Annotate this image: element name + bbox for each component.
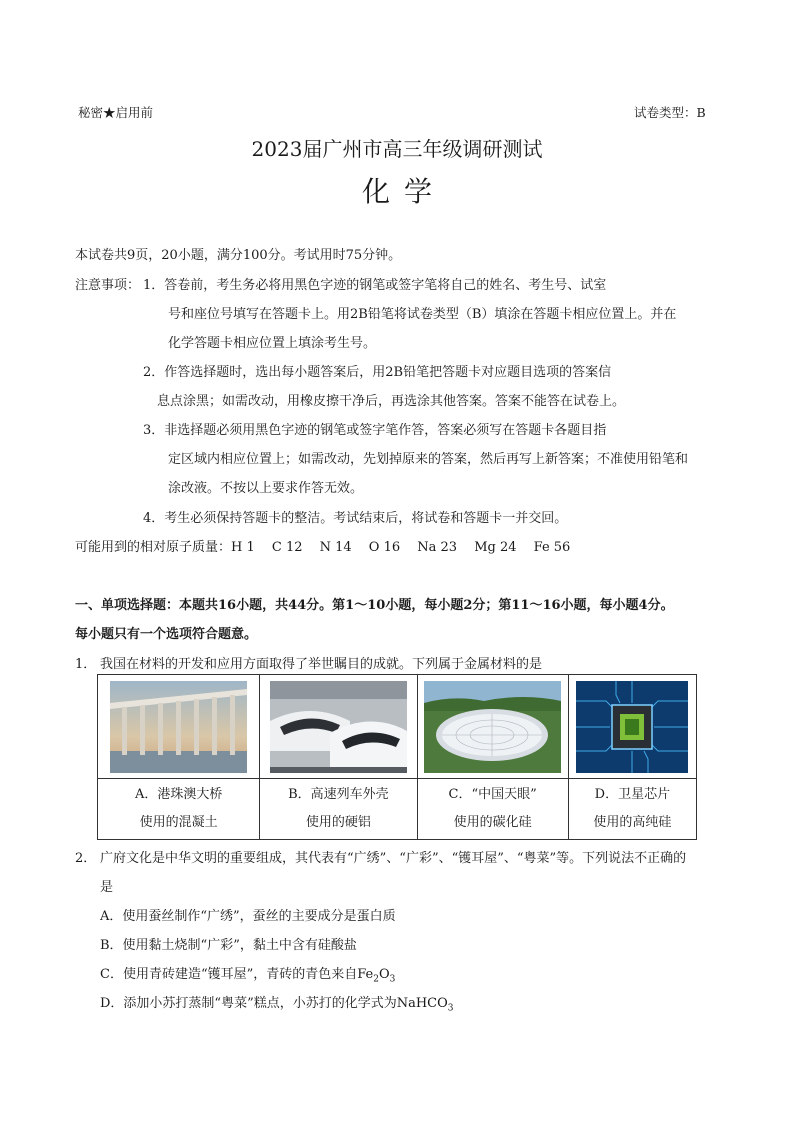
note-4: 4．考生必须保持答题卡的整洁。考试结束后，将试卷和答题卡一并交回。 (143, 511, 568, 526)
atomic-masses: 可能用到的相对原子质量：H 1 C 12 N 14 O 16 Na 23 Mg 24 Fe 56 (75, 540, 571, 555)
note-3-line-2: 定区域内相应位置上；如需改动，先划掉原来的答案，然后再写上新答案；不准使用铅笔和 (168, 452, 689, 467)
q2-option-b[interactable]: B．使用黏土烧制“广彩”，黏土中含有硅酸盐 (100, 938, 357, 953)
note-3-line-1: 3．非选择题必须用黑色字迹的钢笔或签字笔作答，答案必须写在答题卡各题目指 (143, 423, 607, 438)
q2-number: 2． (75, 851, 97, 866)
section-1-heading: 一、单项选择题：本题共16小题，共44分。第1～10小题，每小题2分；第11～16小题，每小题4分。 (75, 598, 674, 613)
q1-option-c[interactable] (417, 779, 568, 840)
q1-option-b-line-2: 使用的硬铝 (305, 815, 371, 830)
q1-option-a-image-cell (98, 675, 260, 779)
q1-option-c-line-2: 使用的碳化硅 (453, 815, 532, 830)
q2-stem-line-2: 是 (100, 880, 114, 895)
q1-option-b-image-cell (260, 675, 417, 779)
q1-options-table (97, 674, 697, 840)
q1-option-d-line-2: 使用的高纯硅 (593, 815, 672, 830)
note-2-line-1: 2．作答选择题时，选出每小题答案后，用2B铅笔把答题卡对应题目选项的答案信 (143, 365, 612, 380)
q1-option-a[interactable] (98, 779, 260, 840)
q1-option-b[interactable] (260, 779, 417, 840)
section-1-subheading: 每小题只有一个选项符合题意。 (75, 627, 258, 642)
q2-stem-line-1: 广府文化是中华文明的重要组成，其代表有“广绣”、“广彩”、“镬耳屋”、“粤菜”等。下列说法不正确的 (100, 851, 687, 866)
note-1-line-2: 号和座位号填写在答题卡上。用2B铅笔将试卷类型（B）填涂在答题卡相应位置上。并在 (168, 307, 677, 322)
q1-option-c-image-cell (417, 675, 568, 779)
train-photo (270, 681, 407, 773)
q1-option-a-line-2: 使用的混凝土 (139, 815, 218, 830)
confidential-label: 秘密★启用前 (78, 105, 154, 120)
bridge-icon (110, 681, 247, 773)
q1-option-d[interactable] (568, 779, 696, 840)
note-1-line-3: 化学答题卡相应位置上填涂考生号。 (168, 336, 377, 351)
q2-option-d-sub: 3 (447, 1003, 454, 1014)
q1-option-d-image-cell (568, 675, 696, 779)
exam-title: 2023届广州市高三年级调研测试 (251, 137, 543, 161)
q2-option-c-sub-1: 2 (373, 974, 379, 985)
note-2-line-2: 息点涂黑；如需改动，用橡皮擦干净后，再选涂其他答案。答案不能答在试卷上。 (157, 394, 626, 409)
exam-intro: 本试卷共9页，20小题，满分100分。考试用时75分钟。 (75, 248, 402, 263)
note-3-line-3: 涂改液。不按以上要求作答无效。 (168, 481, 364, 496)
note-1-line-1: 1．答卷前，考生务必将用黑色字迹的钢笔或签字笔将自己的姓名、考生号、试室 (143, 278, 607, 293)
chip-icon (576, 681, 688, 773)
bridge-photo (110, 681, 247, 773)
q1-number: 1． (75, 657, 97, 672)
q1-option-b-line-1: B．高速列车外壳 (288, 787, 389, 802)
q2-option-a[interactable]: A．使用蚕丝制作“广绣”，蚕丝的主要成分是蛋白质 (100, 909, 396, 924)
q2-option-c[interactable] (100, 963, 395, 985)
telescope-photo (424, 681, 561, 773)
chip-photo (576, 681, 688, 773)
q1-option-d-line-1: D．卫星芯片 (594, 787, 671, 802)
q2-option-c-text: C．使用青砖建造“镬耳屋”，青砖的青色来自Fe (100, 967, 374, 982)
q1-option-a-line-1: A．港珠澳大桥 (134, 787, 223, 802)
subject-title: 化学 (361, 175, 446, 208)
q1-stem: 我国在材料的开发和应用方面取得了举世瞩目的成就。下列属于金属材料的是 (100, 657, 543, 672)
q2-option-d-text: D．添加小苏打蒸制“粤菜”糕点，小苏打的化学式为NaHCO (100, 996, 448, 1011)
notes-label: 注意事项： (75, 278, 141, 293)
q2-option-c-sub-2: 3 (389, 974, 396, 985)
q2-option-c-o: O (378, 967, 390, 982)
q2-option-d[interactable] (100, 992, 454, 1014)
train-icon (270, 681, 407, 773)
paper-type-label: 试卷类型：B (634, 105, 706, 120)
q1-option-c-line-1: C．“中国天眼” (448, 787, 537, 802)
telescope-icon (424, 681, 561, 773)
